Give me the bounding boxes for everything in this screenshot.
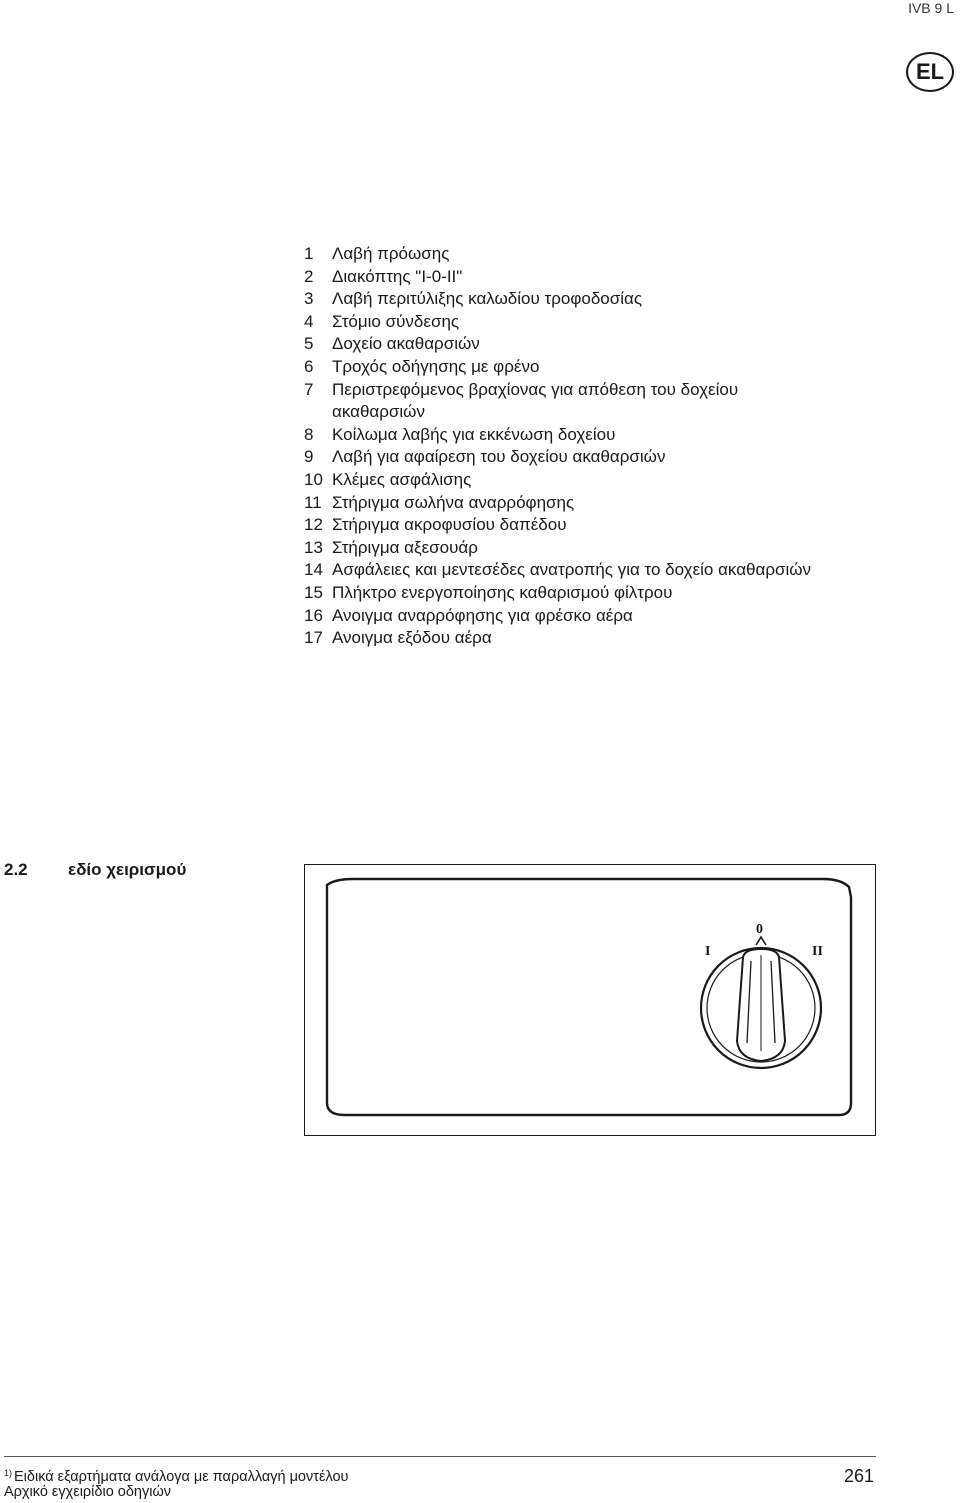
legend-text: Στόμιο σύνδεσης bbox=[332, 311, 460, 331]
legend-text: Κλέμες ασφάλισης bbox=[332, 469, 472, 489]
section-number: 2.2 bbox=[4, 860, 28, 879]
legend-item bbox=[304, 559, 832, 582]
legend-item bbox=[304, 514, 832, 537]
legend-number: 9 bbox=[304, 447, 314, 467]
section-title: εδίο χειρισμού bbox=[68, 860, 187, 879]
legend-text: Διακόπτης "I-0-II" bbox=[332, 266, 463, 286]
legend-item bbox=[304, 492, 832, 515]
legend-text: Πλήκτρο ενεργοποίησης καθαρισμού φίλτρου bbox=[332, 582, 673, 602]
legend-number: 6 bbox=[304, 356, 314, 376]
legend-item bbox=[304, 537, 832, 560]
legend-item bbox=[304, 379, 832, 424]
footer-divider bbox=[4, 1456, 876, 1457]
legend-text: Κοίλωμα λαβής για εκκένωση δοχείου bbox=[332, 424, 616, 444]
page-number: 261 bbox=[843, 1466, 874, 1486]
legend-text: Στήριγμα αξεσουάρ bbox=[332, 537, 478, 557]
section-heading bbox=[4, 860, 186, 880]
legend-text: Ανοιγμα εξόδου αέρα bbox=[332, 628, 492, 648]
legend-item bbox=[304, 446, 832, 469]
footnote-text: Ειδικά εξαρτήματα ανάλογα με παραλλαγή μοντέλου bbox=[14, 1469, 349, 1485]
legend-number: 7 bbox=[304, 379, 314, 399]
legend-number: 1 bbox=[304, 244, 314, 263]
parts-legend bbox=[304, 243, 832, 650]
legend-number: 11 bbox=[304, 492, 322, 512]
legend-number: 14 bbox=[304, 560, 323, 580]
model-label: IVB 9 L bbox=[908, 0, 954, 16]
legend-number: 2 bbox=[304, 266, 314, 286]
legend-number: 10 bbox=[304, 469, 323, 489]
legend-text: Δοχείο ακαθαρσιών bbox=[332, 334, 480, 354]
legend-number: 5 bbox=[304, 334, 314, 354]
control-panel-drawing bbox=[305, 865, 874, 1134]
legend-item bbox=[304, 582, 832, 605]
legend-text: Λαβή για αφαίρεση του δοχείου ακαθαρσιών bbox=[332, 447, 666, 467]
legend-text: Στήριγμα σωλήνα αναρρόφησης bbox=[332, 492, 575, 512]
legend-item bbox=[304, 288, 832, 311]
legend-item bbox=[304, 605, 832, 628]
legend-item bbox=[304, 424, 832, 447]
legend-number: 15 bbox=[304, 582, 323, 602]
legend-item bbox=[304, 333, 832, 356]
legend-number: 3 bbox=[304, 289, 314, 309]
legend-item bbox=[304, 266, 832, 289]
legend-number: 4 bbox=[304, 311, 314, 331]
language-badge: EL bbox=[906, 52, 954, 92]
legend-number: 13 bbox=[304, 537, 323, 557]
legend-item bbox=[304, 469, 832, 492]
legend-item bbox=[304, 311, 832, 334]
legend-text: Ανοιγμα αναρρόφησης για φρέσκο αέρα bbox=[332, 605, 633, 625]
control-panel-figure bbox=[304, 864, 876, 1136]
legend-number: 16 bbox=[304, 605, 323, 625]
legend-number: 12 bbox=[304, 515, 323, 535]
legend-item bbox=[304, 356, 832, 379]
knob-pointer bbox=[756, 937, 766, 945]
footer-manual-label: Αρχικό εγχειρίδιο οδηγιών bbox=[4, 1484, 172, 1500]
legend-text: Τροχός οδήγησης με φρένο bbox=[332, 356, 540, 376]
switch-position-0: 0 bbox=[756, 922, 763, 937]
legend-item bbox=[304, 627, 832, 650]
switch-position-i: I bbox=[705, 944, 711, 959]
legend-text: Λαβή περιτύλιξης καλωδίου τροφοδοσίας bbox=[332, 289, 643, 309]
switch-position-ii: II bbox=[812, 944, 823, 959]
legend-text: Περιστρεφόμενος βραχίονας για απόθεση του δοχείου ακαθαρσιών bbox=[332, 379, 739, 422]
footnote-mark: 1) bbox=[4, 1468, 13, 1478]
legend-text: Στήριγμα ακροφυσίου δαπέδου bbox=[332, 515, 567, 535]
legend-text: Ασφάλειες και μεντεσέδες ανατροπής για το δοχείο ακαθαρσιών bbox=[332, 560, 812, 580]
legend-number: 8 bbox=[304, 424, 314, 444]
legend-text: Λαβή πρόωσης bbox=[332, 244, 450, 263]
legend-item bbox=[304, 243, 832, 266]
legend-number: 17 bbox=[304, 628, 323, 648]
